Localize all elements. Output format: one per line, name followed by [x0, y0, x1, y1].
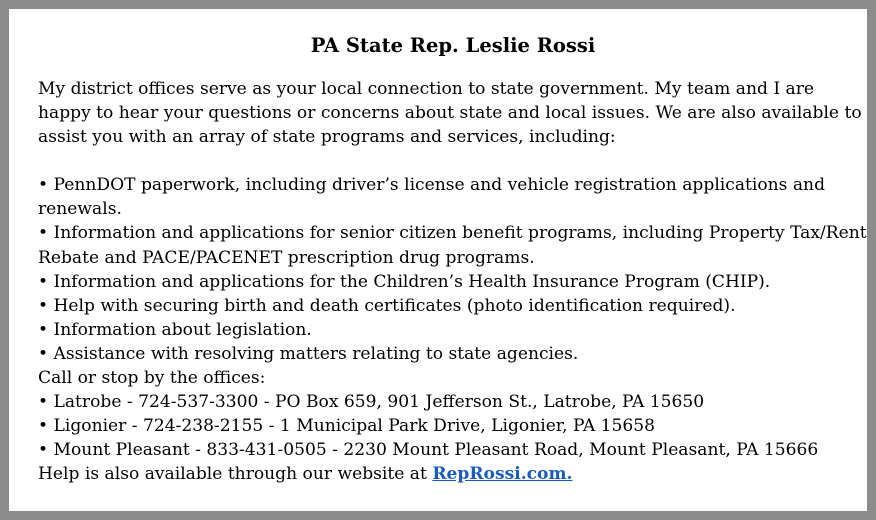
website-link[interactable]: RepRossi.com. — [432, 464, 573, 485]
office-item: • Mount Pleasant - 833-431-0505 - 2230 Mount Pleasant Road, Mount Pleasant, PA 15666 — [38, 440, 819, 461]
offices-list — [38, 390, 868, 462]
list-item: • Help with securing birth and death certificates (photo identification required). — [38, 295, 736, 316]
list-item: • Information and applications for senior citizen benefit programs, including Property Tax/Rent Rebate and PACE/PACENET prescription drug programs. — [38, 223, 867, 268]
list-item: • Information about legislation. — [38, 319, 312, 340]
office-item: • Latrobe - 724-537-3300 - PO Box 659, 901 Jefferson St., Latrobe, PA 15650 — [38, 392, 705, 413]
list-item: • Information and applications for the Children’s Health Insurance Program (CHIP). — [38, 271, 771, 292]
page-title: PA State Rep. Leslie Rossi — [310, 34, 596, 57]
services-list — [38, 173, 868, 366]
website-line — [38, 462, 868, 486]
intro-paragraph: My district offices serve as your local connection to state government. My team and I are happy to hear your questions or concerns about state and local issues. We are also available to assist you with an array of state programs and services, including: — [38, 79, 862, 148]
offices-heading: Call or stop by the offices: — [38, 368, 266, 389]
office-item: • Ligonier - 724-238-2155 - 1 Municipal Park Drive, Ligonier, PA 15658 — [38, 416, 656, 437]
list-item: • Assistance with resolving matters relating to state agencies. — [38, 343, 579, 364]
document-body — [38, 25, 868, 487]
list-item: • PennDOT paperwork, including driver’s license and vehicle registration applications and renewals. — [38, 175, 826, 220]
website-text: Help is also available through our website at — [38, 464, 433, 485]
